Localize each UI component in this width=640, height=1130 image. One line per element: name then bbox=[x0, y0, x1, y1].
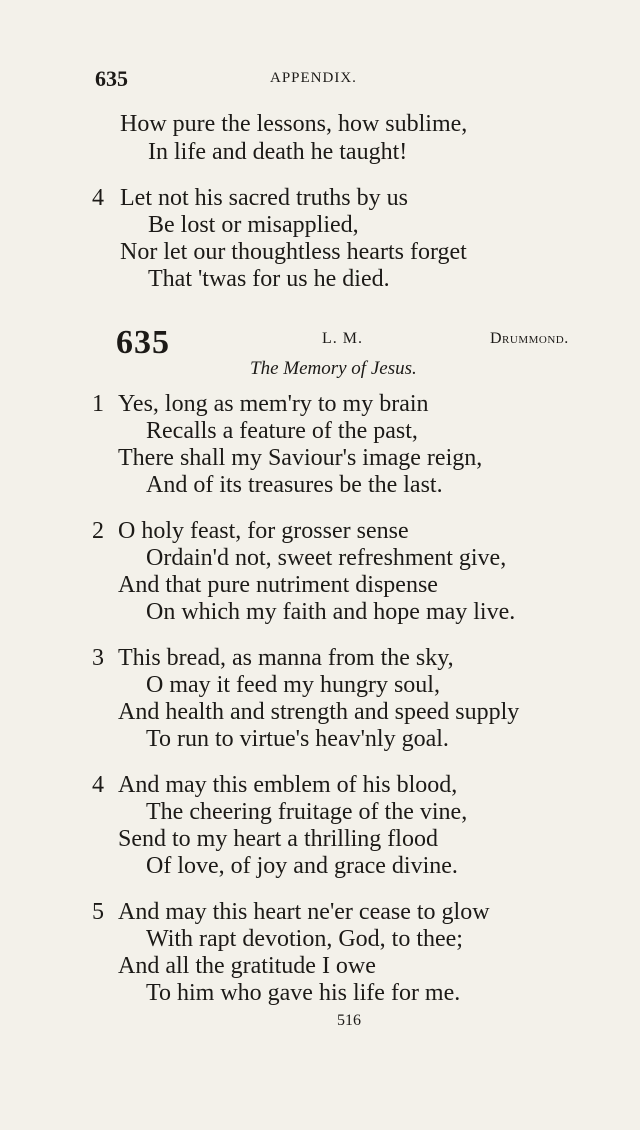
verse-line: To him who gave his life for me. bbox=[146, 980, 461, 1006]
verse-line: Ordain'd not, sweet refreshment give, bbox=[146, 545, 507, 571]
verse-line: This bread, as manna from the sky, bbox=[118, 645, 454, 671]
bleed-through-decoration bbox=[230, 70, 245, 87]
hymn-tune: Drummond. bbox=[490, 330, 569, 347]
footer-page-number: 516 bbox=[337, 1012, 361, 1029]
verse-line: And may this heart ne'er cease to glow bbox=[118, 899, 490, 925]
verse-line: And that pure nutriment dispense bbox=[118, 572, 438, 598]
verse-line: Recalls a feature of the past, bbox=[146, 418, 418, 444]
verse-line: To run to virtue's heav'nly goal. bbox=[146, 726, 449, 752]
verse-line: Of love, of joy and grace divine. bbox=[146, 853, 458, 879]
verse-number: 3 bbox=[92, 645, 104, 671]
verse-line: And health and strength and speed supply bbox=[118, 699, 520, 725]
verse-line: Yes, long as mem'ry to my brain bbox=[118, 391, 429, 417]
verse-line: The cheering fruitage of the vine, bbox=[146, 799, 468, 825]
verse-line: And all the gratitude I owe bbox=[118, 953, 376, 979]
verse-line: That 'twas for us he died. bbox=[148, 266, 390, 292]
hymn-title: The Memory of Jesus. bbox=[250, 358, 417, 379]
verse-line: Send to my heart a thrilling flood bbox=[118, 826, 438, 852]
hymn-number: 635 bbox=[116, 324, 170, 361]
verse-line: With rapt devotion, God, to thee; bbox=[146, 926, 463, 952]
verse-number: 1 bbox=[92, 391, 104, 417]
verse-line: O may it feed my hungry soul, bbox=[146, 672, 440, 698]
verse-line: Be lost or misapplied, bbox=[148, 212, 359, 238]
hymn-meter: L. M. bbox=[322, 330, 363, 347]
verse-line: On which my faith and hope may live. bbox=[146, 599, 516, 625]
verse-number: 4 bbox=[92, 185, 104, 211]
verse-line: O holy feast, for grosser sense bbox=[118, 518, 409, 544]
header-page-number: 635 bbox=[95, 66, 128, 91]
verse-line: Nor let our thoughtless hearts forget bbox=[120, 239, 467, 265]
continuation-line: In life and death he taught! bbox=[148, 139, 408, 165]
verse-number: 2 bbox=[92, 518, 104, 544]
header-title: APPENDIX. bbox=[270, 70, 357, 86]
verse-number: 4 bbox=[92, 772, 104, 798]
verse-number: 5 bbox=[92, 899, 104, 925]
verse-line: Let not his sacred truths by us bbox=[120, 185, 408, 211]
verse-line: And of its treasures be the last. bbox=[146, 472, 443, 498]
verse-line: And may this emblem of his blood, bbox=[118, 772, 458, 798]
continuation-line: How pure the lessons, how sublime, bbox=[120, 111, 468, 137]
verse-line: There shall my Saviour's image reign, bbox=[118, 445, 483, 471]
